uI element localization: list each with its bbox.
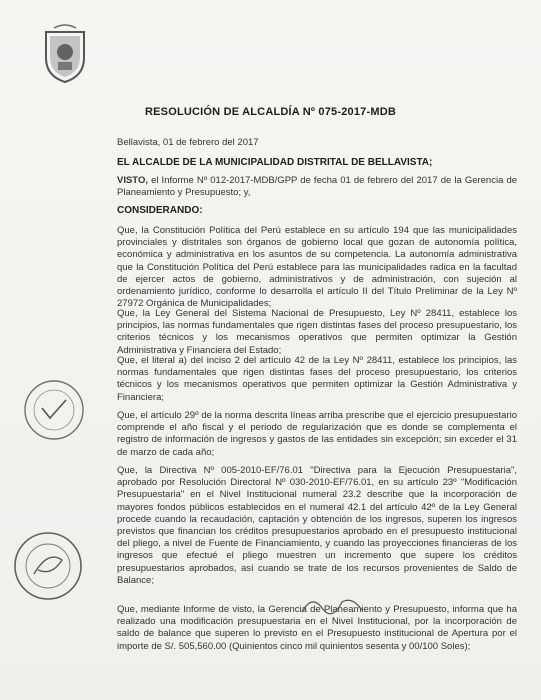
considerando-paragraph-6: Que, mediante Informe de visto, la Gerencia de Planeamiento y Presupuesto, informa que ha realizado una modificación presupuestaria en el Nivel Institucional, por la incorporación de saldo de balance que superen lo previsto en el Presupuesto institucional de Apertura por el importe de S/. 505,560.00 (Quinientos cinco mil quinientos sesenta y 00/100 Soles); [117,604,517,652]
considerando-paragraph-2: Que, la Ley General del Sistema Nacional de Presupuesto, Ley Nº 28411, establece los principios, las normas fundamentales que rigen distintas fases del proceso presupuestario, los criterios técnicos y los mecanismos operativos que permiten optimizar la Gestión Administrativa y Financiera del Estado; [117,308,517,356]
handwritten-signature-icon [300,590,370,620]
visto-text: el Informe Nº 012-2017-MDB/GPP de fecha 01 de febrero del 2017 de la Gerencia de Planeamiento y Presupuesto; y, [117,175,518,199]
secretaria-stamp-icon [22,378,86,442]
considerando-paragraph-5: Que, la Directiva Nº 005-2010-EF/76.01 "Directiva para la Ejecución Presupuestaria", aprobado por Resolución Directoral Nº 030-2010-EF/76.01, en su artículo 23º "Modificación Presupuestaria" en el Nivel Institucional numeral 23.2 describe que la incorporación de mayores fondos públicos establecidos en el numeral 42.1 del artículo 42º de la Ley General procede cuando la recaudación, captación y obtención de los ingresos, superen los ingresos previstos que financian los créditos presupuestarios aprobado en el presupuesto institucional del pliego, a nivel de Fuente de Financiamiento, y cuando las proyecciones financieras de los ingresos que efectué el pliego muestren un incremento que supere los créditos presupuestarios aprobados, así cuando se trate de los recursos provenientes de Saldo de Balance; [117,465,517,586]
resolution-title: RESOLUCIÓN DE ALCALDÍA Nº 075-2017-MDB [144,106,396,118]
visto-label: VISTO, [117,175,148,186]
visto-paragraph [117,175,517,199]
considerando-paragraph-3: Que, el literal a) del inciso 2 del artículo 42 de la Ley Nº 28411, establece los principios, las normas fundamentales que rigen distintas fases del proceso presupuestario, los criterios técnicos y los mecanismos operativos que permiten optimizar la Gestión Administrativa y Financiera; [117,355,517,403]
considerando-paragraph-1: Que, la Constitución Política del Perú establece en su artículo 194 que las municipalidades provinciales y distritales son órganos de gobierno local que gozan de autonomía política, económica y administrativa en los asuntos de su competencia. La autonomía administrativa que la Constitución Política del Perú establece para las municipalidades radica en la facultad de ejercer actos de gobierno, administrativos y de administración, con sujeción al ordenamiento jurídico, conforme lo desarrolla el artículo II del Título Preliminar de la Ley Nº 27972 Orgánica de Municipalidades; [117,225,517,310]
considerando-heading: CONSIDERANDO: [117,205,203,216]
authority-heading: EL ALCALDE DE LA MUNICIPALIDAD DISTRITAL DE BELLAVISTA; [117,157,433,168]
alcaldia-stamp-icon [12,530,84,602]
considerando-paragraph-4: Que, el artículo 29º de la norma descrita líneas arriba prescribe que el ejercicio presupuestario comprende el año fiscal y el periodo de regularización que es donde se complementa el registro de información de ingresos y gastos de las entidades sin excepción; sin exceder el 31 de marzo de cada año; [117,410,517,458]
municipal-seal-icon [40,24,90,86]
date-line: Bellavista, 01 de febrero del 2017 [117,137,259,148]
